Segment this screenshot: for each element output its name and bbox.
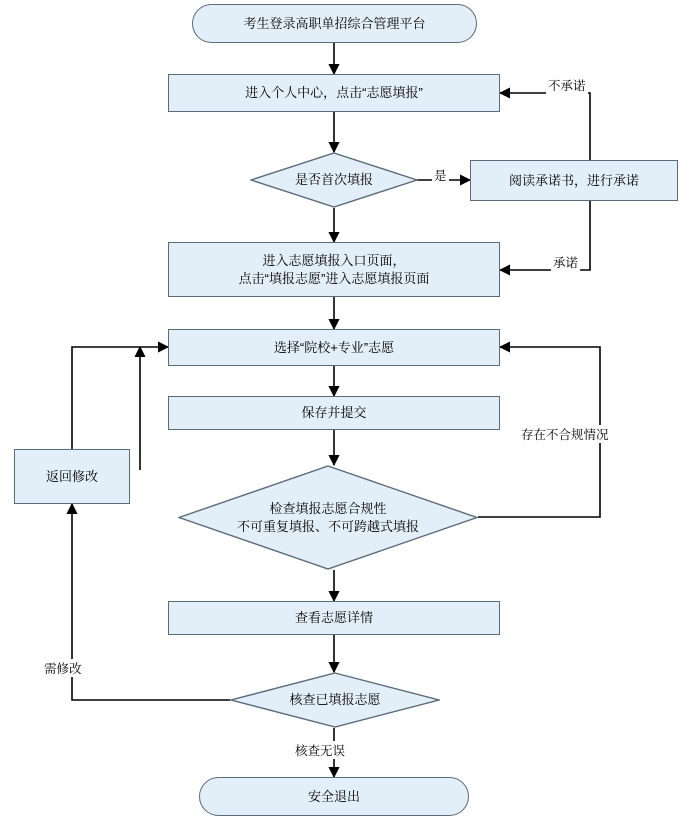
node-compliance-check [178, 465, 478, 570]
node-return-modify-label: 返回修改 [45, 468, 98, 484]
node-select-major [168, 329, 500, 366]
node-return-modify [14, 449, 130, 504]
node-first-time-decision-label: 是否首次填报 [294, 172, 373, 188]
node-view-detail [168, 601, 500, 635]
node-first-time-decision [250, 152, 418, 208]
edge-label-yes: 是 [432, 166, 449, 184]
node-select-major-label: 选择“院校+专业”志愿 [273, 339, 395, 355]
node-login-label: 考生登录高职单招综合管理平台 [243, 15, 426, 31]
node-enter-fill-page-line2: 点击“填报志愿”进入志愿填报页面 [238, 270, 430, 286]
node-save-submit [168, 396, 500, 430]
node-login [192, 4, 477, 43]
node-verify-decision-label: 核查已填报志愿 [289, 692, 381, 708]
node-enter-fill-page-line1: 进入志愿填报入口页面， [262, 252, 406, 268]
node-compliance-check-line2: 不可重复填报、不可跨越式填报 [236, 518, 419, 534]
node-read-commitment-label: 阅读承诺书，进行承诺 [508, 172, 639, 188]
node-read-commitment [470, 160, 678, 201]
node-personal-center [168, 74, 500, 112]
edge-label-commit: 承诺 [551, 253, 580, 271]
node-compliance-check-line1: 检查填报志愿合规性 [269, 500, 387, 516]
node-safe-exit-label: 安全退出 [307, 788, 360, 804]
edge-label-noncompliance: 存在不合规情况 [519, 425, 611, 443]
node-save-submit-label: 保存并提交 [301, 405, 367, 421]
node-enter-fill-page [168, 242, 500, 297]
node-view-detail-label: 查看志愿详情 [294, 610, 373, 626]
edge-label-need-modify: 需修改 [42, 659, 84, 677]
edge-label-verified-ok: 核查无误 [293, 741, 347, 759]
node-personal-center-label: 进入个人中心，点击“志愿填报” [245, 85, 423, 101]
node-safe-exit [199, 777, 469, 816]
node-verify-decision [230, 672, 440, 728]
edge-label-not-commit: 不承诺 [546, 76, 588, 94]
